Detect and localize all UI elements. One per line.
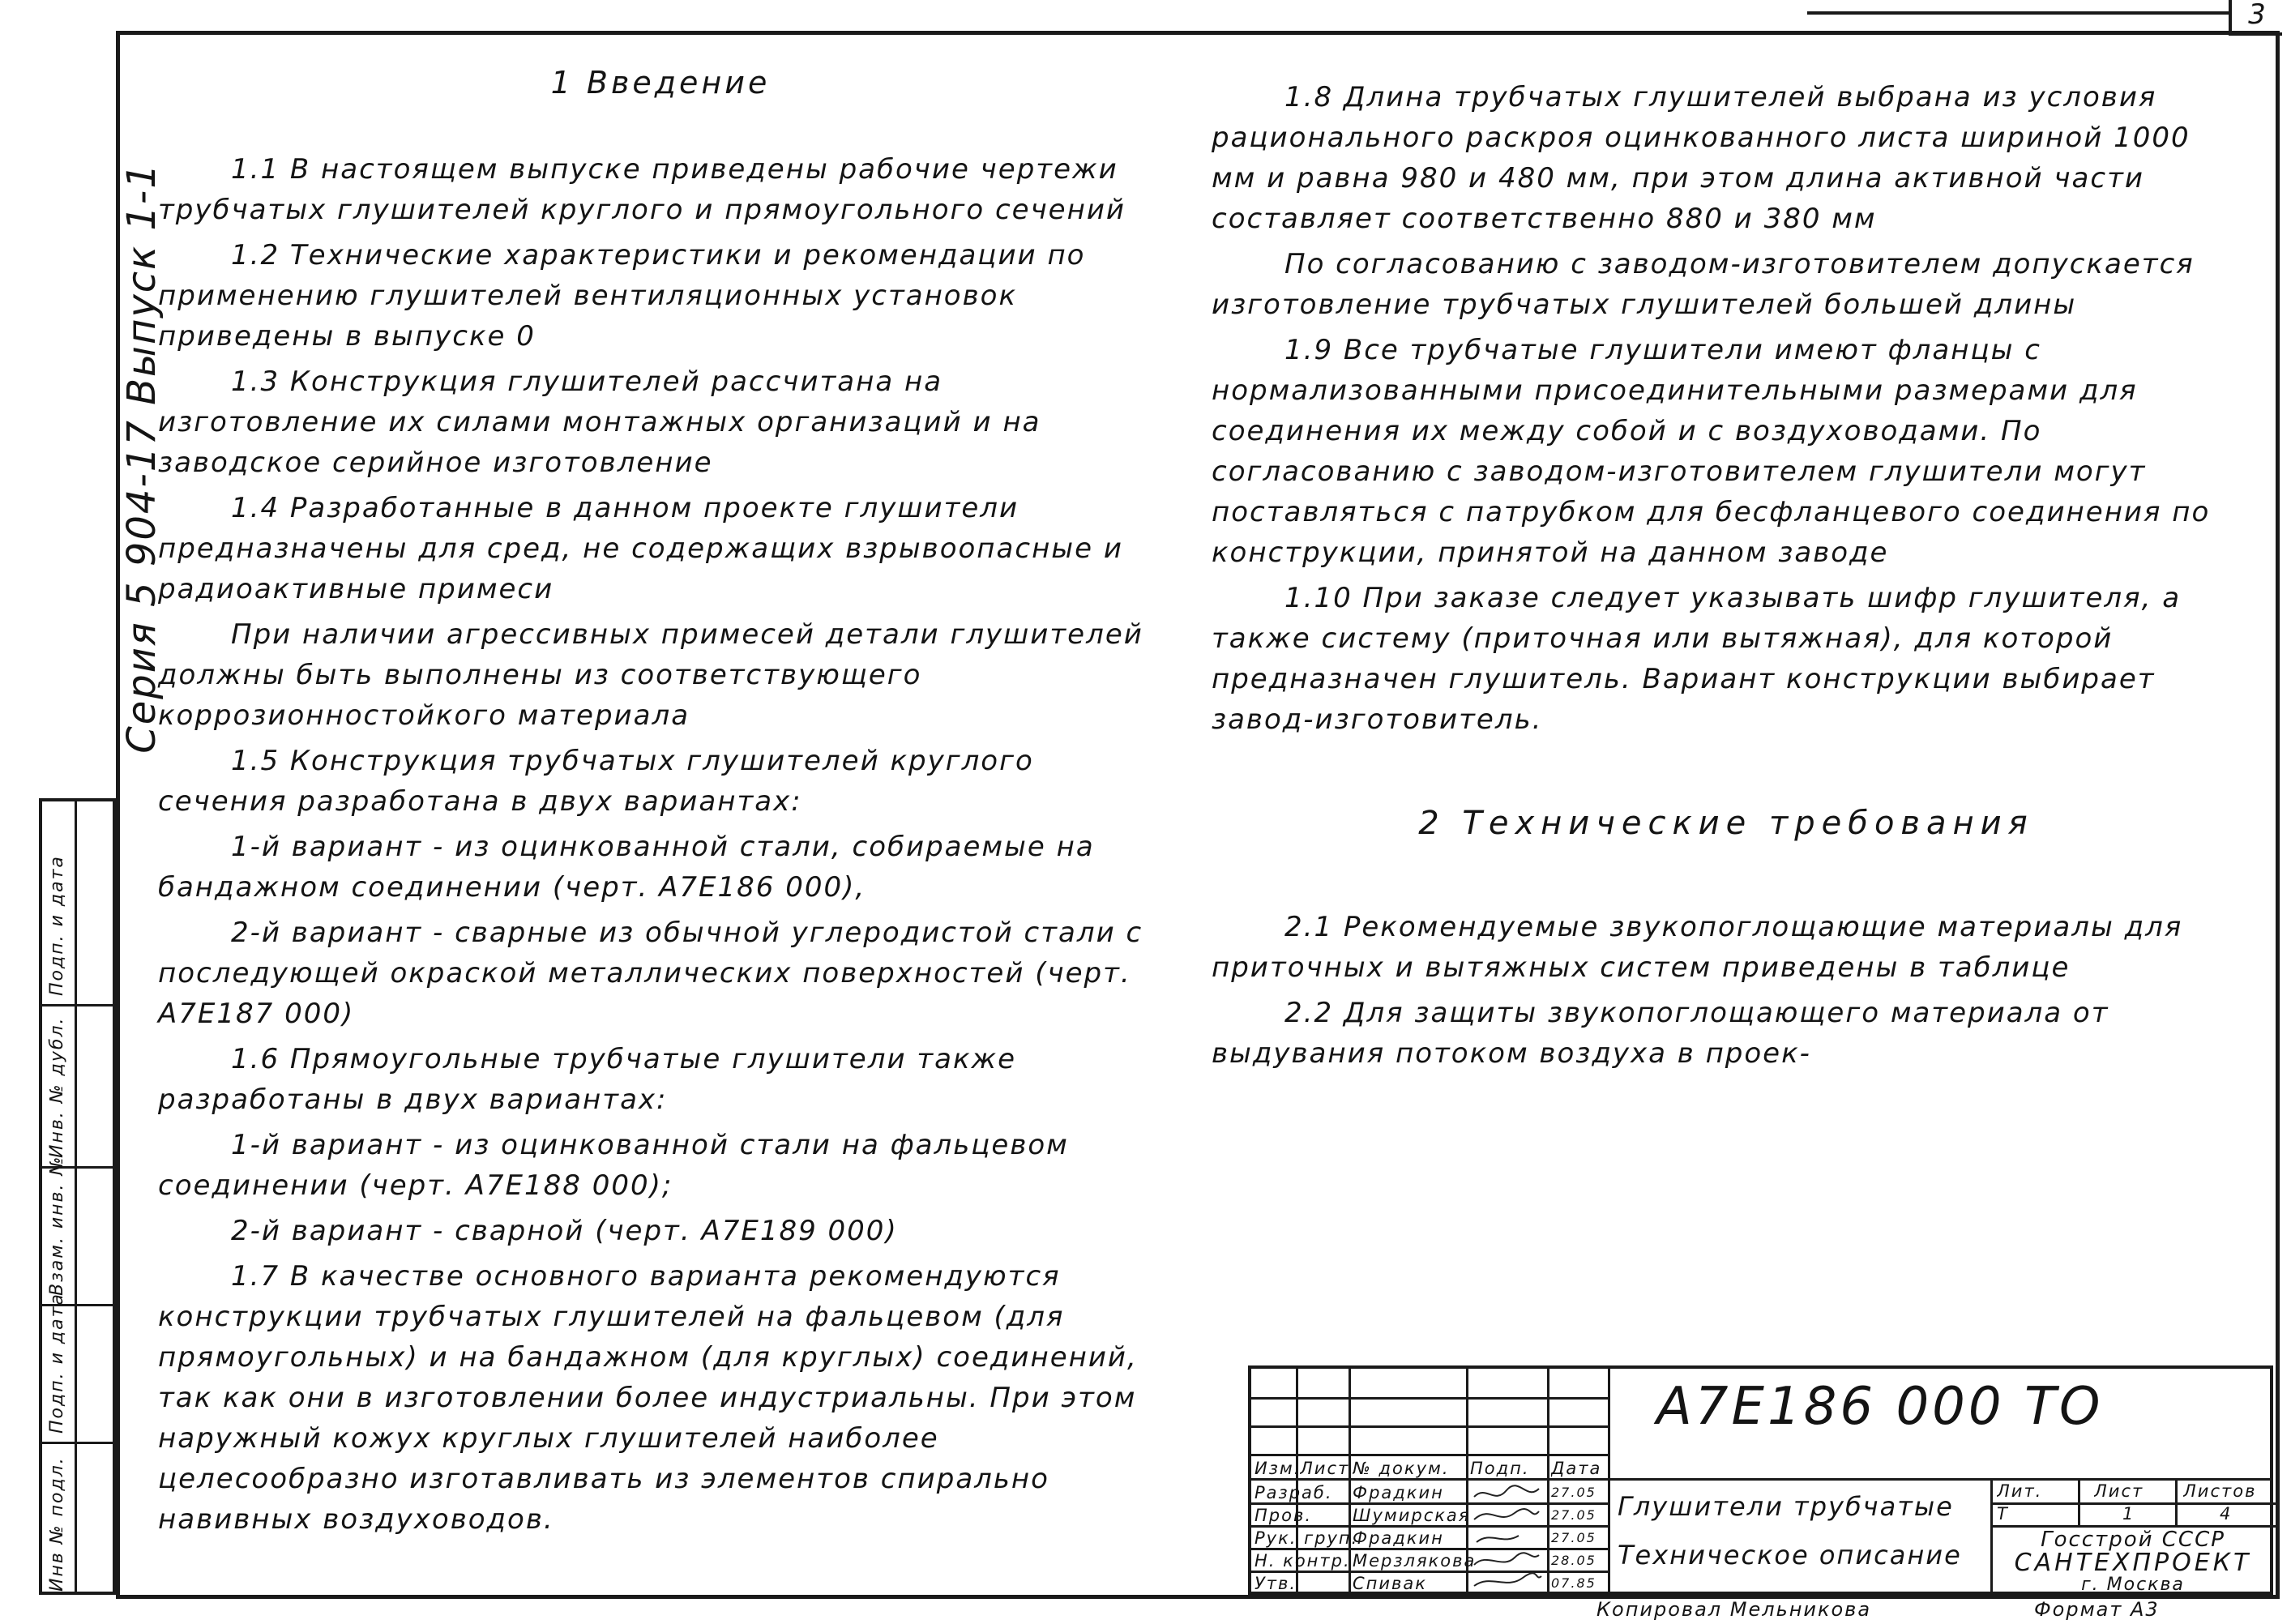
- strip-label: Подп. и дата: [47, 855, 67, 996]
- top-rule: [1807, 11, 2229, 15]
- series-label: Серия 5 904-17 Выпуск 1-1: [119, 162, 165, 754]
- tb-header-signature: Подп.: [1470, 1459, 1530, 1478]
- tb-name: Мерзлякова: [1353, 1551, 1477, 1571]
- paragraph: 2.1 Рекомендуемые звукопоглощающие материалы для приточных и вытяжных систем приведены в таблице: [1212, 911, 2183, 984]
- paragraph: 2-й вариант - сварной (черт. А7Е189 000): [231, 1215, 898, 1247]
- tb-sheets-value: 4: [2220, 1504, 2233, 1524]
- tb-lit-label: Лит.: [1997, 1481, 2043, 1501]
- paragraph: 1.2 Технические характеристики и рекомендации по применению глушителей вентиляционных установок приведены в выпуске 0: [158, 239, 1086, 353]
- tb-date: 27.05: [1551, 1507, 1596, 1523]
- paragraph: 1.7 В качестве основного варианта рекомендуются конструкции трубчатых глушителей на фальцевом (для прямоугольных) и на бандажном (для круглых) соединений, так как они в изготовлении более индустриальны. При этом наружный кожух круглых глушителей наиболее целесообразно изготавливать из элементов спирально навивных воздуховодов.: [158, 1260, 1138, 1536]
- tb-role: Пров.: [1254, 1506, 1313, 1525]
- tb-date: 28.05: [1551, 1553, 1596, 1568]
- paragraph: 1.3 Конструкция глушителей рассчитана на изготовление их силами монтажных организаций и на заводское серийное изготовление: [158, 365, 1041, 479]
- tb-date: 27.05: [1551, 1530, 1596, 1545]
- paragraph: 1-й вариант - из оцинкованной стали, собираемые на бандажном соединении (черт. А7Е186 000),: [158, 831, 1095, 904]
- section-heading-technical-requirements: 2 Технические требования: [1418, 805, 2034, 842]
- paragraph: 2-й вариант - сварные из обычной углеродистой стали с последующей окраской металлических поверхностей (черт. А7Е187 000): [158, 917, 1143, 1030]
- org-name: САНТЕХПРОЕКТ: [2014, 1549, 2252, 1577]
- left-text-column: [158, 65, 1163, 1545]
- strip-divider: [42, 1442, 113, 1444]
- strip-divider: [42, 1004, 113, 1006]
- tb-name: Шумирская: [1353, 1506, 1471, 1525]
- tb-role: Утв.: [1254, 1574, 1297, 1593]
- paper-format: Формат А3: [2034, 1598, 2160, 1621]
- paragraph: 1.1 В настоящем выпуске приведены рабочие чертежи трубчатых глушителей круглого и прямоугольного сечений: [158, 153, 1126, 226]
- tb-divider: [2175, 1478, 2178, 1525]
- document-title-line: Глушители трубчатые: [1618, 1491, 1954, 1522]
- tb-header-change: Изм.: [1254, 1459, 1302, 1478]
- document-title: [1618, 1482, 1974, 1579]
- strip-label: Подп. и дата: [47, 1293, 67, 1434]
- tb-lit-value: Т: [1997, 1504, 2009, 1524]
- section-heading-introduction: 1 Введение: [550, 65, 771, 100]
- tb-divider: [1251, 1397, 1608, 1400]
- tb-divider: [1251, 1454, 1608, 1456]
- strip-label: Инв. № дубл.: [47, 1016, 67, 1158]
- paragraph: 1.5 Конструкция трубчатых глушителей круглого сечения разработана в двух вариантах:: [158, 745, 1034, 818]
- tb-role: Н. контр.: [1254, 1551, 1351, 1571]
- paragraph: 2.2 Для защиты звукопоглощающего материала от выдувания потоком воздуха в проек-: [1212, 997, 2109, 1070]
- tb-header-doc-no: № докум.: [1353, 1459, 1450, 1478]
- paragraph: 1.8 Длина трубчатых глушителей выбрана из условия рационального раскроя оцинкованного листа шириной 1000 мм и равна 980 и 480 мм, при этом длина активной части составляет соответственно 880 и 380 мм: [1212, 81, 2191, 235]
- paragraph: 1.9 Все трубчатые глушители имеют фланцы с нормализованными присоединительными размерами для соединения их между собой и с воздуховодами. По согласованию с заводом-изготовителем глушители могут поставляться с патрубком для бесфланцевого соединения по конструкции, принятой на данном заводе: [1212, 334, 2211, 569]
- tb-date: 07.85: [1551, 1575, 1596, 1591]
- tb-divider: [2078, 1478, 2080, 1525]
- side-stamp-strip: [39, 798, 116, 1595]
- org-city: г. Москва: [2081, 1575, 2185, 1595]
- paragraph: 1.10 При заказе следует указывать шифр глушителя, а также систему (приточная или вытяжная), для которой предназначен глушитель. Вариант конструкции выбирает завод-изготовитель.: [1212, 582, 2182, 736]
- tb-header-sheet: Лист: [1300, 1459, 1350, 1478]
- tb-sheet-value: 1: [2122, 1504, 2135, 1524]
- tb-divider: [1547, 1369, 1549, 1592]
- tb-header-date: Дата: [1551, 1459, 1602, 1478]
- strip-label: Инв № подл.: [47, 1456, 67, 1592]
- tb-role: Разраб.: [1254, 1483, 1333, 1502]
- signatures: [1470, 1481, 1543, 1594]
- tb-date: 27.05: [1551, 1485, 1596, 1500]
- tb-name: Фрадкин: [1353, 1528, 1444, 1548]
- tb-role: Рук. груп.: [1254, 1528, 1359, 1548]
- paragraph: 1.4 Разработанные в данном проекте глушители предназначены для сред, не содержащих взрывоопасные и радиоактивные примеси: [158, 492, 1123, 605]
- paragraph: 1.6 Прямоугольные трубчатые глушители также разработаны в двух вариантах:: [158, 1043, 1017, 1116]
- tb-name: Фрадкин: [1353, 1483, 1444, 1502]
- tb-sheets-label: Листов: [2183, 1481, 2257, 1501]
- document-subtitle-line: Техническое описание: [1618, 1540, 1962, 1571]
- tb-sheet-label: Лист: [2094, 1481, 2144, 1501]
- paragraph: По согласованию с заводом-изготовителем допускается изготовление трубчатых глушителей большей длины: [1212, 248, 2195, 321]
- org-line: Госстрой СССР: [2041, 1528, 2225, 1552]
- strip-label: Взам. инв. №: [47, 1155, 67, 1296]
- right-text-column: [1212, 77, 2241, 1079]
- tb-divider: [1251, 1425, 1608, 1428]
- paragraph: При наличии агрессивных примесей детали глушителей должны быть выполнены из соответствующего коррозионностойкого материала: [158, 618, 1143, 732]
- tb-name: Спивак: [1353, 1574, 1427, 1593]
- copied-by: Копировал Мельникова: [1596, 1598, 1872, 1621]
- title-block: [1248, 1365, 2273, 1595]
- document-code: А7Е186 000 ТО: [1656, 1377, 2104, 1437]
- sheet-number-box: 3: [2229, 0, 2282, 36]
- paragraph: 1-й вариант - из оцинкованной стали на фальцевом соединении (черт. А7Е188 000);: [158, 1129, 1069, 1202]
- tb-divider: [1990, 1478, 1993, 1598]
